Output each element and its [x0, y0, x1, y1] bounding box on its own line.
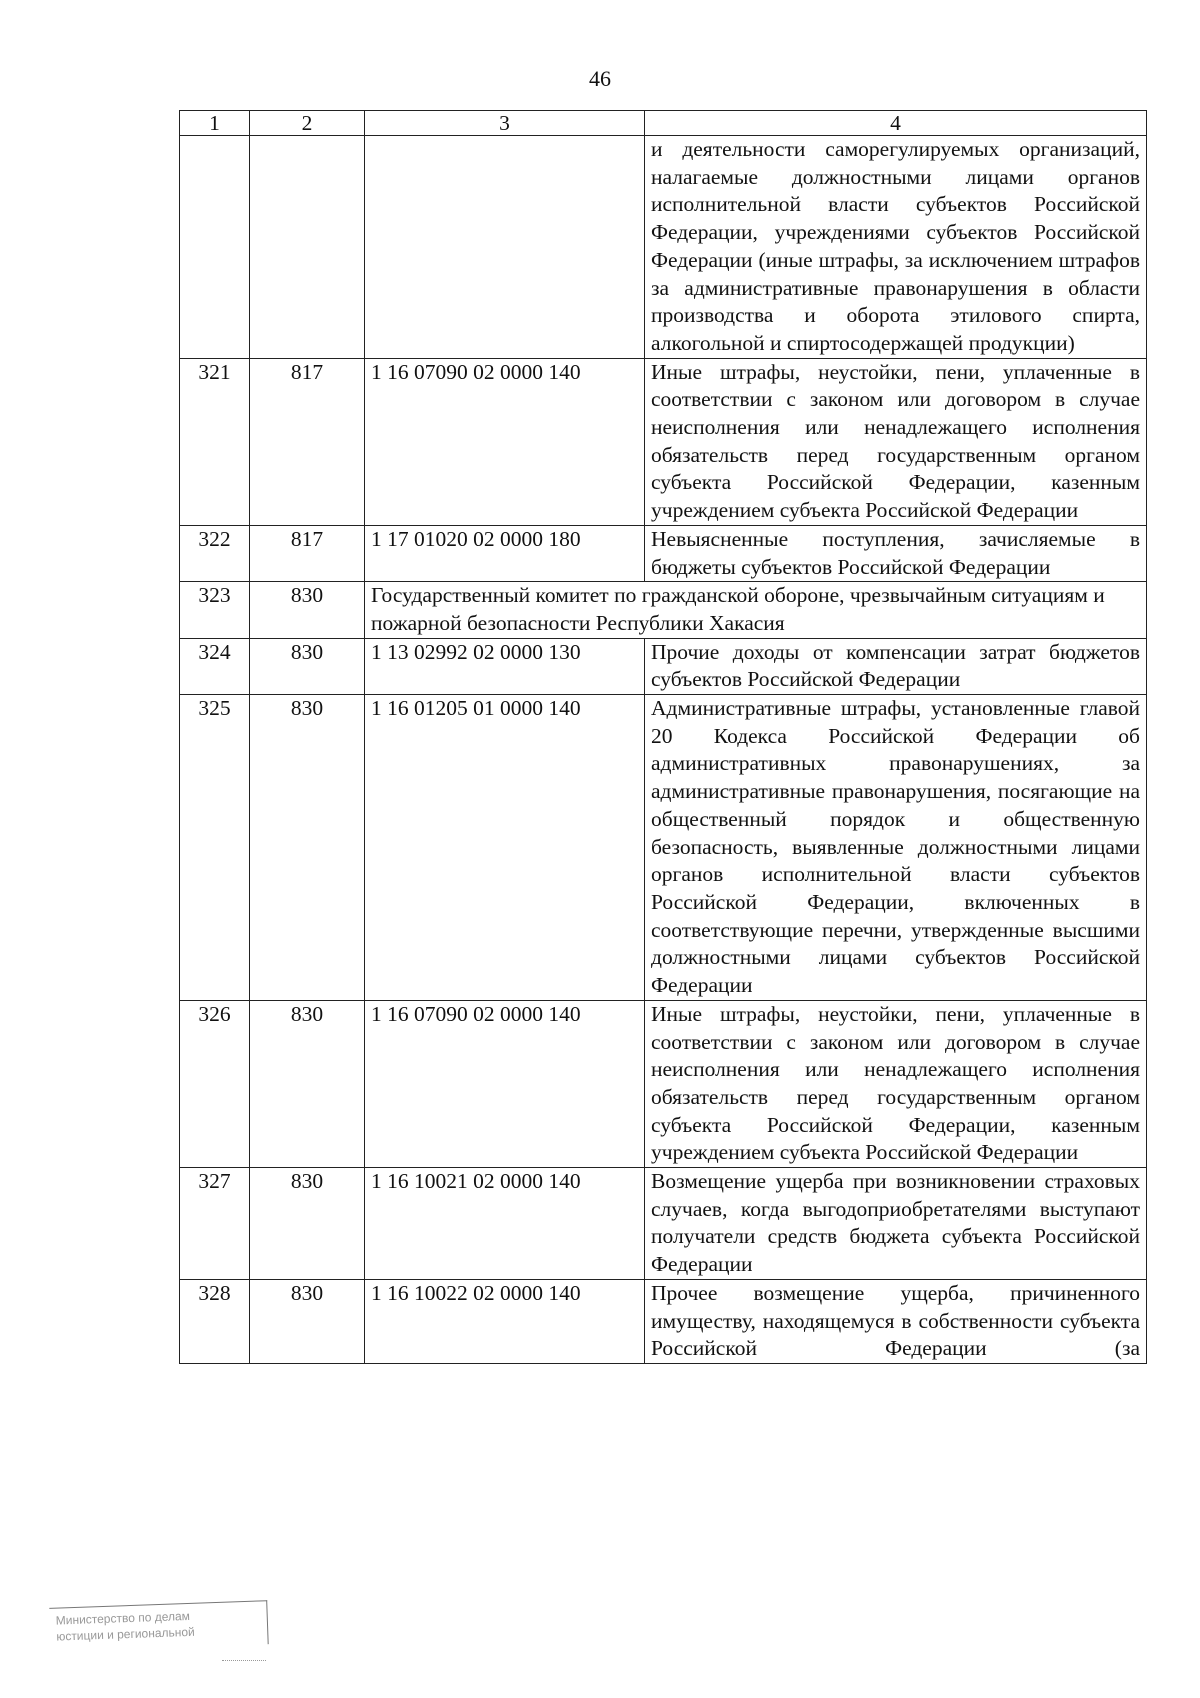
header-col-3: 3: [365, 111, 645, 136]
continuation-text: и деятельности саморегулируемых организаций, налагаемые должностными лицами органов исполнительной власти субъектов Российской Федерации, учреждениями субъектов Российской Федерации (иные штрафы, за исключением штрафов за административные правонарушения в области производства и оборота этилового спирта, алкогольной и спиртосодержащей продукции): [645, 136, 1147, 359]
revenue-code: 1 16 01205 01 0000 140: [365, 695, 645, 1001]
row-number: 323: [180, 582, 250, 638]
stamp-line-1: Министерство по делам: [55, 1608, 191, 1628]
table-row: [180, 695, 1147, 1001]
revenue-description: Иные штрафы, неустойки, пени, уплаченные в соответствии с законом или договором в случае неисполнения или ненадлежащего исполнения обязательств перед государственным органом субъекта Российской Федерации, казенным учреждением субъекта Российской Федерации: [645, 1000, 1147, 1167]
table-row: [180, 1000, 1147, 1167]
administrator-name: Государственный комитет по гражданской обороне, чрезвычайным ситуациям и пожарной безопасности Республики Хакасия: [365, 582, 1147, 638]
revenue-code: 1 13 02992 02 0000 130: [365, 638, 645, 694]
table-row: [180, 638, 1147, 694]
revenue-code: 1 16 07090 02 0000 140: [365, 358, 645, 525]
revenue-codes-table: [179, 110, 1147, 1364]
table-row: [180, 358, 1147, 525]
admin-code: 817: [250, 358, 365, 525]
revenue-code: 1 16 10021 02 0000 140: [365, 1168, 645, 1280]
stamp-line-2: юстиции и региональной: [56, 1624, 195, 1644]
table-row-continuation: [180, 136, 1147, 359]
revenue-description: Возмещение ущерба при возникновении страховых случаев, когда выгодоприобретателями выступают получатели средств бюджета субъекта Российской Федерации: [645, 1168, 1147, 1280]
revenue-code: 1 17 01020 02 0000 180: [365, 525, 645, 581]
revenue-description: Прочие доходы от компенсации затрат бюджетов субъектов Российской Федерации: [645, 638, 1147, 694]
admin-code: 830: [250, 638, 365, 694]
table-row: [180, 525, 1147, 581]
header-col-2: 2: [250, 111, 365, 136]
row-number: 328: [180, 1279, 250, 1363]
admin-code: 830: [250, 1168, 365, 1280]
header-col-1: 1: [180, 111, 250, 136]
admin-code: 830: [250, 1279, 365, 1363]
stamp-signature-line: [222, 1660, 266, 1661]
admin-code: 830: [250, 582, 365, 638]
row-number: 327: [180, 1168, 250, 1280]
admin-code: 817: [250, 525, 365, 581]
admin-code: 830: [250, 695, 365, 1001]
table-row: [180, 1279, 1147, 1363]
revenue-code: 1 16 07090 02 0000 140: [365, 1000, 645, 1167]
revenue-description: Иные штрафы, неустойки, пени, уплаченные в соответствии с законом или договором в случае неисполнения или ненадлежащего исполнения обязательств перед государственным органом субъекта Российской Федерации, казенным учреждением субъекта Российской Федерации: [645, 358, 1147, 525]
row-number: 321: [180, 358, 250, 525]
table-row-administrator: [180, 582, 1147, 638]
revenue-description: Административные штрафы, установленные главой 20 Кодекса Российской Федерации об административных правонарушениях, за административные правонарушения, посягающие на общественный порядок и общественную безопасность, выявленные должностными лицами органов исполнительной власти субъектов Российской Федерации, включенных в соответствующие перечни, утвержденные высшими должностными лицами субъектов Российской Федерации: [645, 695, 1147, 1001]
header-col-4: 4: [645, 111, 1147, 136]
table-header-row: [180, 111, 1147, 136]
row-number: 322: [180, 525, 250, 581]
table-row: [180, 1168, 1147, 1280]
registration-stamp: [49, 1600, 268, 1652]
page-number: 46: [589, 66, 611, 91]
revenue-description: Прочее возмещение ущерба, причиненного имуществу, находящемуся в собственности субъекта Российской Федерации (за: [645, 1279, 1147, 1363]
revenue-description: Невыясненные поступления, зачисляемые в бюджеты субъектов Российской Федерации: [645, 525, 1147, 581]
revenue-code: 1 16 10022 02 0000 140: [365, 1279, 645, 1363]
admin-code: 830: [250, 1000, 365, 1167]
row-number: 324: [180, 638, 250, 694]
row-number: 325: [180, 695, 250, 1001]
row-number: 326: [180, 1000, 250, 1167]
